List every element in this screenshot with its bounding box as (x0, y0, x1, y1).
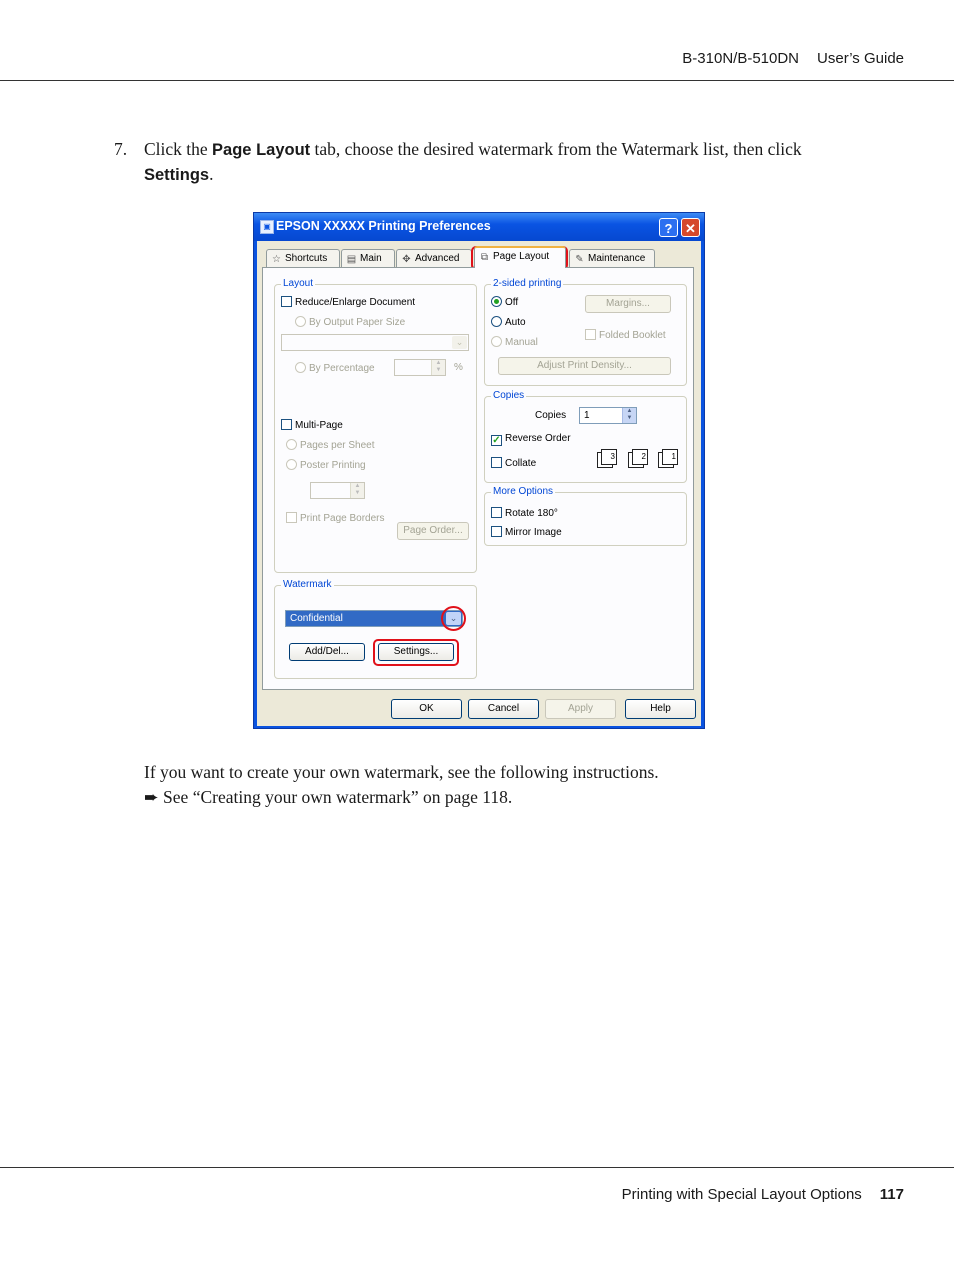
copies-group (484, 390, 687, 483)
spinner-arrows-icon: ▲ ▼ (431, 360, 445, 375)
margins-button[interactable]: Margins... (585, 295, 671, 313)
arrow-icon: ➨ (144, 787, 159, 807)
mirror-label: Mirror Image (505, 527, 562, 538)
header-product: B-310N/B-510DN (682, 50, 800, 67)
ok-button[interactable]: OK (391, 699, 462, 719)
page-footer (622, 1186, 904, 1203)
step-instruction (114, 137, 894, 187)
copy-order-icon-3: 3 (601, 449, 617, 465)
multi-page-checkbox[interactable] (281, 419, 343, 431)
step-bold-settings: Settings (144, 166, 210, 184)
multi-page-label: Multi-Page (295, 420, 343, 431)
folded-booklet-checkbox[interactable] (585, 329, 666, 341)
cancel-button[interactable]: Cancel (468, 699, 539, 719)
pages-spinner[interactable] (310, 482, 365, 499)
settings-highlight (373, 639, 459, 666)
instruction-line: If you want to create your own watermark, see the following instructions. (144, 762, 659, 782)
mirror-box (491, 526, 502, 537)
page-header (682, 50, 904, 67)
footer-section: Printing with Special Layout Options (621, 1186, 862, 1203)
pages-per-sheet-label: Pages per Sheet (300, 440, 375, 451)
tab-page-layout-label: Page Layout (493, 251, 550, 262)
two-sided-auto-radio[interactable] (491, 316, 526, 328)
help-button[interactable]: Help (625, 699, 696, 719)
rotate-box (491, 507, 502, 518)
reverse-order-box: ✓ (492, 435, 501, 446)
header-rule (0, 80, 954, 81)
by-output-paper-size-label: By Output Paper Size (309, 317, 406, 328)
header-guide: User’s Guide (817, 50, 904, 67)
radio-circle (295, 362, 306, 373)
copies-spinner[interactable] (579, 407, 637, 424)
tab-advanced-label: Advanced (415, 253, 460, 264)
cross-reference[interactable] (144, 785, 512, 809)
reduce-enlarge-box (281, 296, 292, 307)
more-options-group (484, 486, 687, 546)
apply-button[interactable]: Apply (545, 699, 616, 719)
radio-circle (286, 459, 297, 470)
page-layout-icon: ⧉ (480, 252, 489, 263)
tab-shortcuts-label: Shortcuts (285, 253, 328, 264)
collate-label: Collate (505, 458, 537, 469)
tab-advanced[interactable] (396, 249, 472, 267)
radio-circle (491, 336, 502, 347)
mirror-image-checkbox[interactable] (491, 526, 562, 538)
two-sided-off-radio[interactable] (491, 296, 518, 308)
tab-main-label: Main (360, 253, 382, 264)
print-page-borders-label: Print Page Borders (300, 513, 385, 524)
tab-maintenance-label: Maintenance (588, 253, 646, 264)
reverse-order-label: Reverse Order (505, 433, 571, 444)
folded-booklet-box (585, 329, 596, 340)
wrench-icon: ✎ (575, 254, 584, 265)
copies-value: 1 (584, 410, 590, 421)
by-output-paper-size-radio[interactable] (295, 316, 405, 328)
watermark-select[interactable] (285, 610, 463, 627)
spinner-arrows-icon: ▲ ▼ (622, 408, 636, 423)
watermark-group (274, 579, 477, 679)
title-close-button[interactable]: ✕ (681, 218, 700, 237)
collate-box (491, 457, 502, 468)
by-percentage-label: By Percentage (309, 363, 375, 374)
chevron-down-icon: ⌄ (452, 336, 467, 349)
percentage-spinner[interactable] (394, 359, 446, 376)
add-del-button[interactable]: Add/Del... (289, 643, 365, 661)
reduce-enlarge-label: Reduce/Enlarge Document (295, 297, 416, 308)
chevron-down-icon[interactable]: ⌄ (446, 612, 461, 625)
layout-legend: Layout (283, 278, 314, 289)
print-page-borders-box (286, 512, 297, 523)
cross-reference-text: See “Creating your own watermark” on page 118. (158, 787, 513, 807)
two-sided-manual-radio[interactable] (491, 336, 538, 348)
poster-printing-label: Poster Printing (300, 460, 366, 471)
tab-maintenance[interactable] (569, 249, 655, 267)
copies-legend: Copies (493, 390, 525, 401)
reduce-enlarge-checkbox[interactable] (281, 296, 415, 308)
rotate-180-checkbox[interactable] (491, 507, 558, 519)
step-number: 7. (114, 139, 128, 159)
printer-app-icon: ▣ (260, 220, 274, 234)
poster-printing-radio[interactable] (286, 459, 366, 471)
printing-preferences-dialog (253, 212, 705, 729)
step-text-c: . (209, 164, 214, 184)
radio-circle (491, 296, 502, 307)
collate-checkbox[interactable] (491, 457, 536, 469)
two-sided-manual-label: Manual (505, 337, 538, 348)
copy-order-icon-2: 2 (632, 449, 648, 465)
watermark-selected: Confidential (290, 613, 343, 624)
two-sided-group (484, 278, 687, 386)
advanced-icon: ✥ (402, 254, 411, 265)
dialog-title: EPSON XXXXX Printing Preferences (276, 219, 491, 233)
page-order-button[interactable]: Page Order... (397, 522, 469, 540)
page-layout-panel (262, 267, 694, 690)
multi-page-box (281, 419, 292, 430)
step-text-a: Click the (144, 139, 213, 159)
radio-circle (295, 316, 306, 327)
two-sided-legend: 2-sided printing (493, 278, 562, 289)
printer-icon: ▤ (346, 254, 357, 265)
dialog-client (257, 241, 701, 726)
two-sided-off-label: Off (505, 297, 519, 308)
step-bold-page-layout: Page Layout (212, 141, 311, 159)
spinner-arrows-icon: ▲ ▼ (350, 483, 364, 498)
two-sided-auto-label: Auto (505, 317, 526, 328)
tab-main[interactable] (341, 249, 395, 267)
layout-group (274, 278, 477, 573)
step-text-b: tab, choose the desired watermark from the Watermark list, then click (310, 139, 802, 159)
star-icon: ☆ (272, 254, 281, 265)
reverse-order-checkbox[interactable] (491, 433, 571, 446)
title-help-button[interactable]: ? (659, 218, 678, 237)
title-bar (254, 213, 704, 241)
radio-circle (491, 316, 502, 327)
radio-circle (286, 439, 297, 450)
footer-rule (0, 1167, 954, 1168)
rotate-label: Rotate 180° (505, 508, 558, 519)
pages-per-sheet-radio[interactable] (286, 439, 375, 451)
tab-page-layout[interactable] (474, 246, 566, 268)
dropdown-highlight (441, 606, 466, 631)
output-paper-size-select[interactable] (281, 334, 469, 351)
page-number: 117 (879, 1186, 904, 1203)
print-page-borders-checkbox[interactable] (286, 512, 385, 524)
watermark-legend: Watermark (283, 579, 332, 590)
copy-order-icon-1: 1 (662, 449, 678, 465)
adjust-print-density-button[interactable]: Adjust Print Density... (498, 357, 671, 375)
percent-sign: % (454, 362, 463, 373)
copies-label: Copies (535, 410, 567, 421)
by-percentage-radio[interactable] (295, 362, 375, 374)
tab-shortcuts[interactable] (266, 249, 340, 267)
more-options-legend: More Options (493, 486, 554, 497)
folded-booklet-label: Folded Booklet (599, 330, 666, 341)
settings-button[interactable]: Settings... (378, 643, 454, 661)
